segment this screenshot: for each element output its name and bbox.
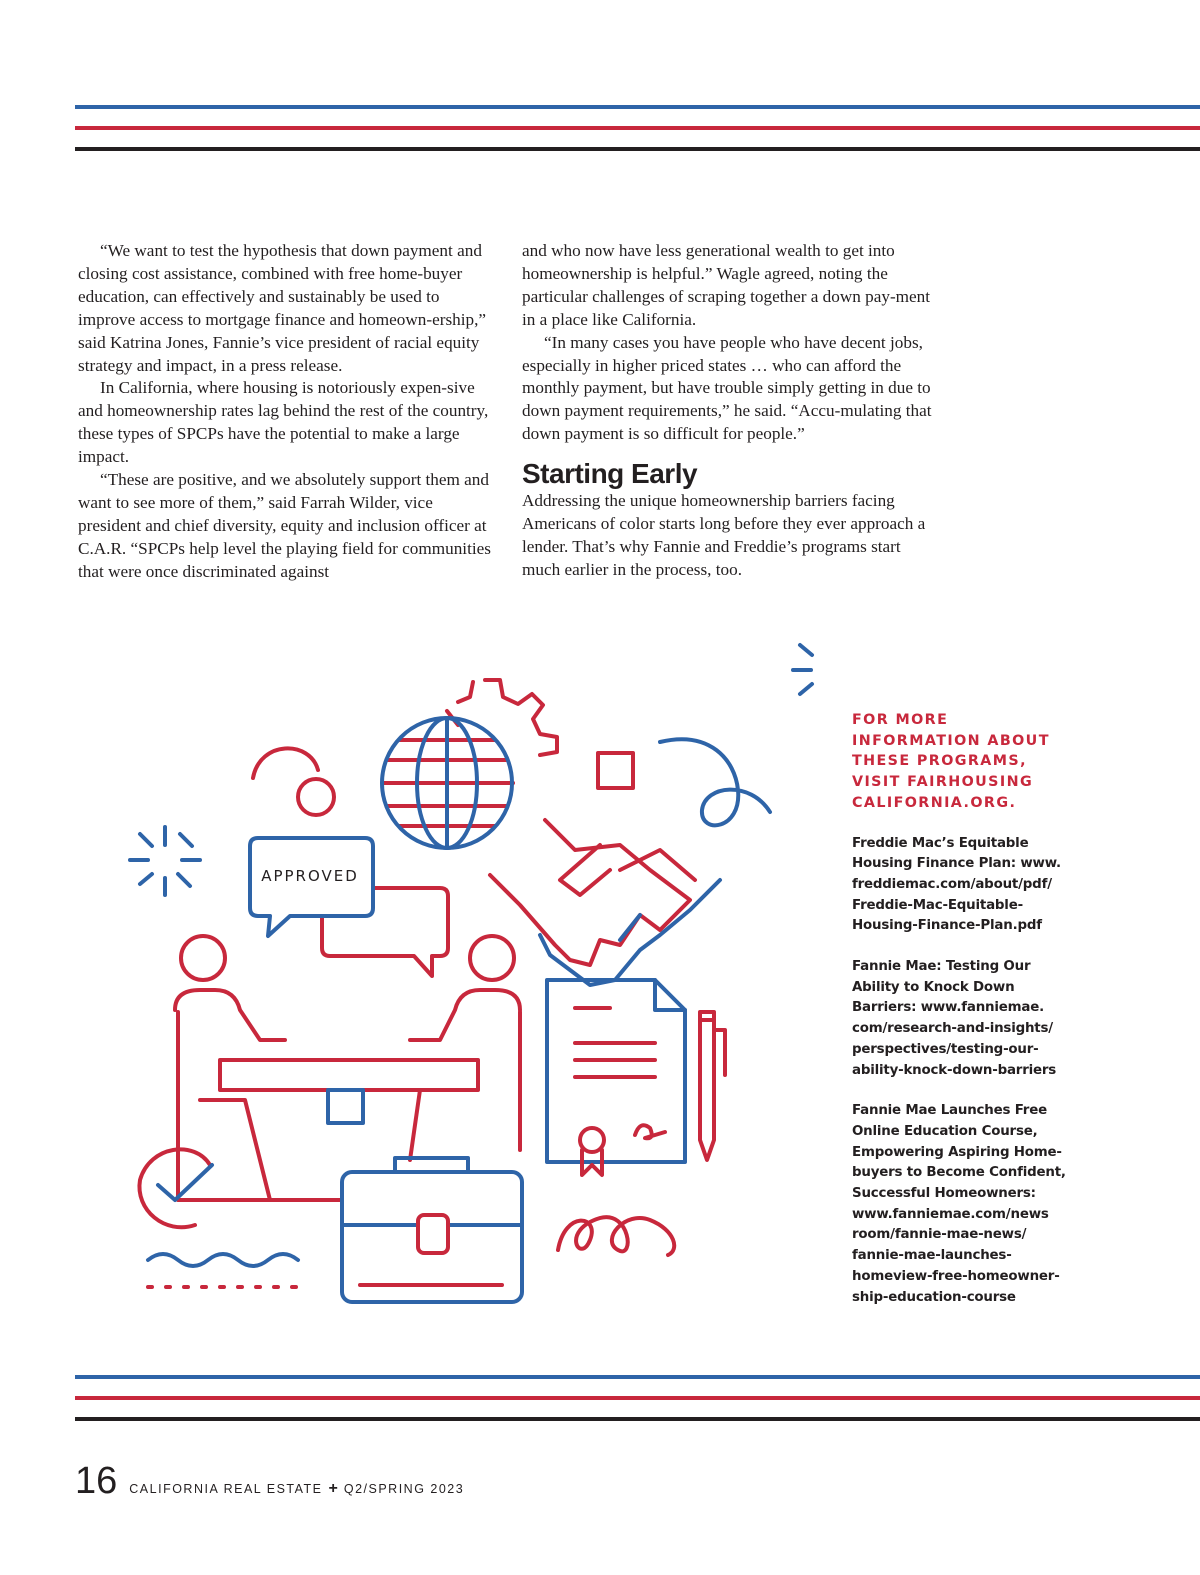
arc-shape: [253, 748, 318, 778]
paragraph: “In many cases you have people who have decent jobs, especially in higher priced states … who can afford the monthly payment, but have trouble simply getting in due to down payment requirements,” he said. “Accu-mulating that down payment is so difficult for people.”: [522, 332, 932, 444]
article-column-1: [78, 240, 494, 584]
top-black-rule: [75, 147, 1200, 151]
sparkle-icon: [793, 637, 820, 703]
briefcase-icon: [342, 1158, 522, 1302]
bottom-red-rule: [75, 1396, 1200, 1400]
issue-label: Q2/SPRING 2023: [343, 1482, 465, 1496]
gear-icon: [447, 680, 557, 755]
paragraph: “We want to test the hypothesis that down payment and closing cost assistance, combined with free home-buyer education, can effectively and sustainably be used to improve access to mortgage finance and homeown-ership,” said Katrina Jones, Fannie’s vice president of racial equity strategy and impact, in a press release.: [78, 241, 487, 375]
wave-shape: [148, 1254, 298, 1266]
sidebar-callout: FOR MORE INFORMATION ABOUT THESE PROGRAMS, VISIT FAIRHOUSING CALIFORNIA.ORG.: [852, 712, 1050, 811]
check-circle-icon: [139, 1149, 212, 1227]
square-shape: [328, 1090, 363, 1123]
approved-label: APPROVED: [261, 867, 359, 885]
page-number: 16: [75, 1460, 118, 1502]
paragraph: Addressing the unique homeownership barriers facing Americans of color starts long before they ever approach a lender. That’s why Fannie and Freddie’s programs start much earlier in the process, too.: [522, 491, 926, 579]
homeownership-illustration: [120, 625, 820, 1315]
table-shape: [220, 1060, 478, 1090]
swirl-shape: [660, 739, 770, 825]
publication-name: CALIFORNIA REAL ESTATE: [129, 1482, 323, 1496]
loop-shape: [558, 1217, 674, 1255]
square-shape: [598, 753, 633, 788]
plus-separator: +: [328, 1480, 338, 1497]
document-icon: [547, 980, 685, 1175]
top-red-rule: [75, 126, 1200, 130]
globe-icon: [382, 718, 513, 848]
pen-icon: [700, 1012, 725, 1160]
sparkle-icon: [130, 827, 200, 895]
sidebar-entry: Fannie Mae Launches Free Online Education Course, Empowering Aspiring Home- buyers to Become Confident, Successful Homeowners: www.fanniemae.com/news room/fannie-mae-news/ fannie-mae-launches- homeview-free-homeowner- ship-education-course: [852, 1103, 1066, 1305]
bottom-blue-rule: [75, 1375, 1200, 1379]
approved-speech-bubble: [250, 838, 373, 936]
sidebar-entry: Fannie Mae: Testing Our Ability to Knock Down Barriers: www.fanniemae. com/research-and-insights/ perspectives/testing-our- ability-knock-down-barriers: [852, 959, 1057, 1078]
paragraph: and who now have less generational wealth to get into homeownership is helpful.” Wagle agreed, noting the particular challenges of scraping together a down pay-ment in a place like California.: [522, 241, 931, 329]
bottom-black-rule: [75, 1417, 1200, 1421]
section-heading: Starting Early: [522, 458, 698, 490]
handshake-icon: [490, 820, 720, 985]
folio: [75, 1460, 464, 1503]
person-left-icon: [175, 936, 340, 1200]
top-blue-rule: [75, 105, 1200, 109]
paragraph: “These are positive, and we absolutely support them and want to see more of them,” said Farrah Wilder, vice president and chief diversity, equity and inclusion officer at C.A.R. “SPCPs help level the playing field for communities that were once discriminated against: [78, 470, 491, 581]
circle-shape: [298, 779, 334, 815]
sidebar: [852, 710, 1077, 1328]
sidebar-entry: Freddie Mac’s Equitable Housing Finance Plan: www. freddiemac.com/about/pdf/ Freddie-Mac-Equitable- Housing-Finance-Plan.pdf: [852, 835, 1061, 934]
article-column-2: [522, 240, 942, 582]
paragraph: In California, where housing is notoriously expen-sive and homeownership rates lag behind the rest of the country, these types of SPCPs have the potential to make a large impact.: [78, 378, 489, 467]
